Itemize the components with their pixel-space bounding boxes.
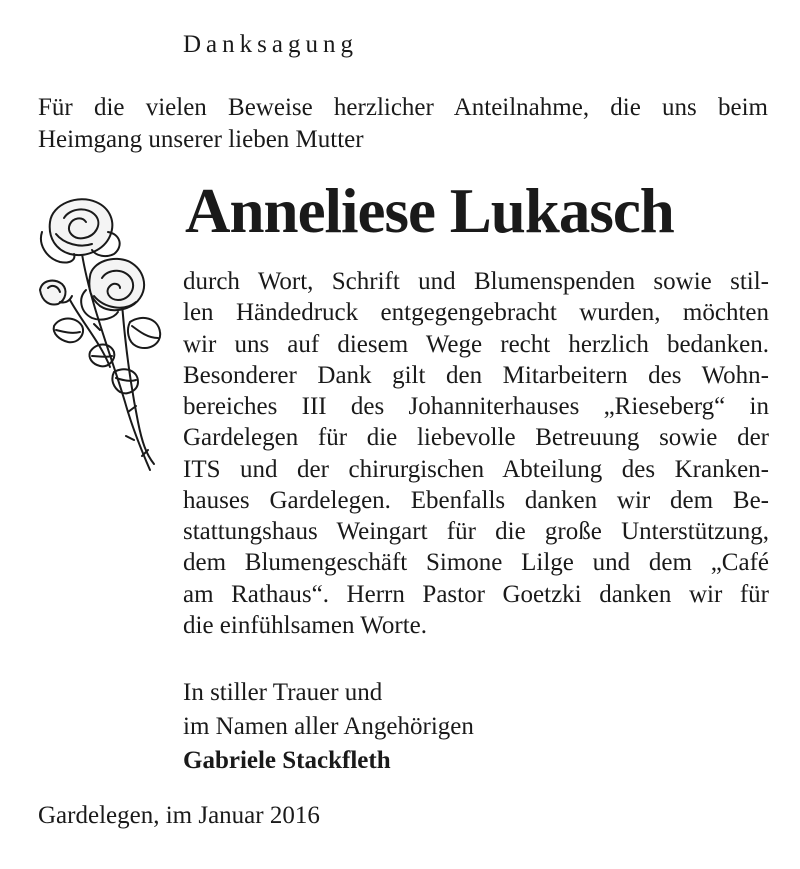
intro-line: Für die vielen Beweise herzlicher Anteilnahme, die uns beim (38, 94, 768, 121)
body-text (183, 266, 769, 641)
place-date: Gardelegen, im Januar 2016 (38, 802, 320, 829)
body-line: Gardelegen für die liebevolle Betreuung sowie der (183, 424, 769, 452)
intro-text (38, 92, 768, 156)
body-line: wir uns auf diesem Wege recht herzlich bedanken. (183, 330, 769, 358)
closing-line: im Namen aller Angehörigen (183, 713, 474, 740)
body-line: Besonderer Dank gilt den Mitarbeitern des Wohn- (183, 361, 769, 389)
deceased-name: Anneliese Lukasch (185, 176, 674, 246)
rose-icon (30, 192, 170, 482)
body-line: die einfühlsamen Worte. (183, 611, 427, 639)
body-line: stattungshaus Weingart für die große Unterstützung, (183, 518, 769, 545)
body-line: bereiches III des Johanniterhauses „Rieseberg“ in (183, 393, 769, 420)
signer-name: Gabriele Stackfleth (183, 747, 391, 774)
notice-heading: Danksagung (183, 31, 358, 58)
body-line: dem Blumengeschäft Simone Lilge und dem „Café (183, 549, 769, 577)
closing-line: In stiller Trauer und (183, 679, 383, 706)
body-line: am Rathaus“. Herrn Pastor Goetzki danken wir für (183, 580, 769, 608)
body-line: len Händedruck entgegengebracht wurden, möchten (183, 299, 769, 327)
body-line: durch Wort, Schrift und Blumenspenden sowie stil- (183, 268, 769, 295)
body-line: hauses Gardelegen. Ebenfalls danken wir dem Be- (183, 486, 769, 514)
intro-line: Heimgang unserer lieben Mutter (38, 126, 364, 153)
closing-block (183, 676, 474, 778)
body-line: ITS und der chirurgischen Abteilung des Kranken- (183, 455, 769, 483)
